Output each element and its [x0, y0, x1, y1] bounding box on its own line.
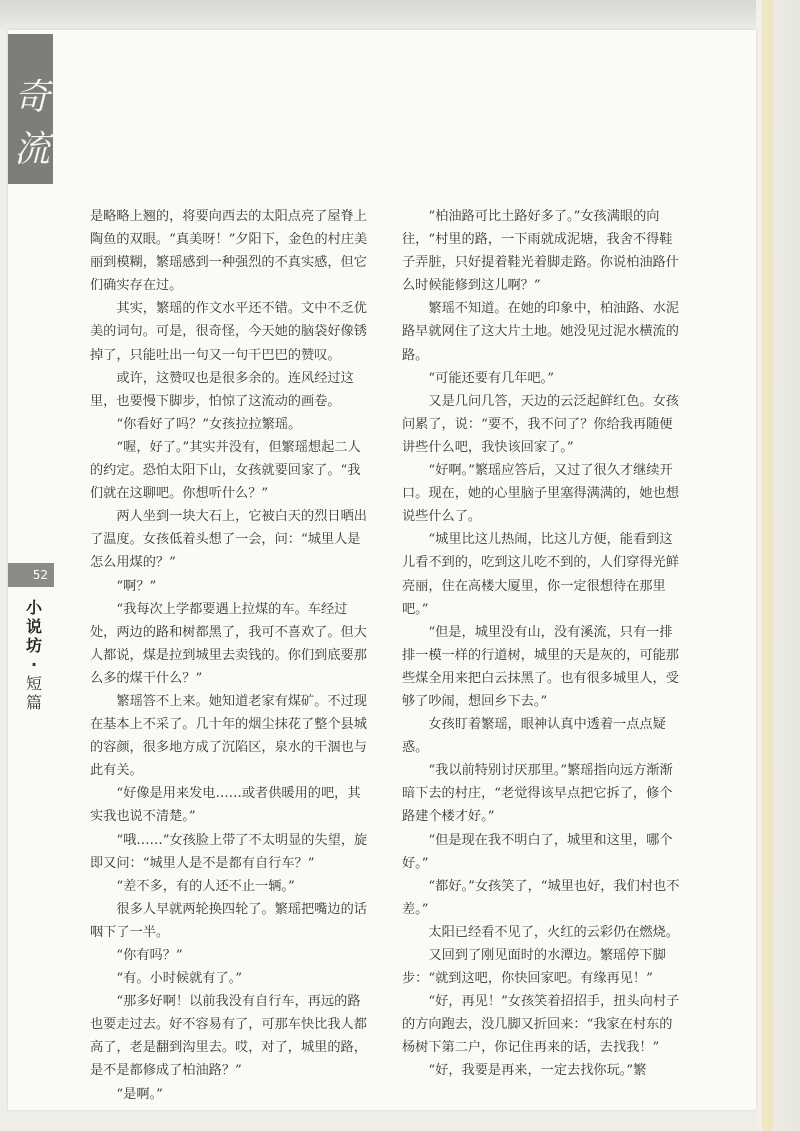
left-text-column — [90, 205, 372, 1106]
logo-char-2: 流 — [13, 129, 48, 170]
paragraph: “但是，城里没有山，没有溪流，只有一排排一模一样的行道树，城里的天是灰的，可能那些煤全用来把白云抹黑了。也有很多城里人，受够了吵闹，想回乡下去。” — [402, 624, 679, 709]
paragraph: 繁瑶答不上来。她知道老家有煤矿。不过现在基本上不采了。几十年的烟尘抹花了整个县城的容颜，很多地方成了沉陷区，泉水的干涸也与此有关。 — [90, 693, 367, 779]
paragraph: “差不多，有的人还不止一辆。” — [116, 878, 295, 894]
paragraph: “但是现在我不明白了，城里和这里，哪个好。” — [402, 832, 673, 871]
paragraph: 或许，这赞叹也是很多余的。连风经过这里，也要慢下脚步，怕惊了这流动的画卷。 — [90, 370, 354, 409]
section-char: 篇 — [25, 693, 42, 712]
paragraph: 繁瑶不知道。在她的印象中，柏油路、水泥路早就网住了这大片土地。她没见过泥水横流的路。 — [402, 301, 679, 363]
section-char: 小 — [25, 598, 42, 617]
paragraph: “那多好啊！以前我没有自行车，再远的路也要走过去。好不容易有了，可那车快比我人都高了，老是翻到沟里去。哎，对了，城里的路，是不是都修成了柏油路？” — [90, 994, 367, 1079]
paragraph: “好，再见！”女孩笑着招招手，扭头向村子的方向跑去，没几脚又折回来：“我家在村东的杨树下第二户，你记住再来的话，去找我！” — [402, 994, 680, 1056]
page-number: 52 — [8, 563, 54, 587]
paragraph: 又回到了刚见面时的水潭边。繁瑶停下脚步：“就到这吧，你快回家吧。有缘再见！” — [402, 948, 666, 987]
paragraph: “城里比这儿热闹，比这儿方便，能看到这儿看不到的，吃到这儿吃不到的，人们穿得光鲜亮丽，住在高楼大厦里，你一定很想待在那里吧。” — [402, 532, 679, 617]
paragraph: “可能还要有几年吧。” — [428, 370, 554, 386]
paragraph: 两人坐到一块大石上，它被白天的烈日晒出了温度。女孩低着头想了一会，问：“城里人是怎么用煤的？” — [90, 509, 367, 571]
paragraph: 太阳已经看不见了，火红的云彩仍在燃烧。 — [428, 924, 679, 940]
paragraph: “有。小时候就有了。” — [116, 971, 242, 987]
paragraph: 又是几问几答，天边的云泛起鲜红色。女孩问累了，说：“要不，我不问了？你给我再随便讲些什么吧，我快该回家了。” — [402, 393, 679, 455]
logo-char-1: 奇 — [13, 77, 48, 118]
paragraph: “我每次上学都要遇上拉煤的车。车经过处，两边的路和树都黑了，我可不喜欢了。但大人都说，煤是拉到城里去卖钱的。你们到底要那么多的煤干什么？” — [90, 601, 367, 686]
paragraph: “喔，好了。”其实并没有，但繁瑶想起二人的约定。恐怕太阳下山，女孩就要回家了。“我们就在这聊吧。你想听什么？” — [90, 439, 361, 502]
paragraph: “你有吗？” — [116, 948, 183, 963]
section-separator: · — [30, 655, 38, 674]
paragraph: “好啊。”繁瑶应答后，又过了很久才继续开口。现在，她的心里脑子里塞得满满的，她也想说些什么了。 — [402, 463, 679, 525]
paragraph: 其实，繁瑶的作文水平还不错。文中不乏优美的词句。可是，很奇怪，今天她的脑袋好像锈掉了，只能吐出一句又一句干巴巴的赞叹。 — [90, 301, 367, 363]
paragraph: “啊？” — [116, 578, 157, 594]
paragraph: “好，我要是再来，一定去找你玩。”繁 — [428, 1063, 647, 1079]
paragraph: “哦……”女孩脸上带了不太明显的失望，旋即又问：“城里人是不是都有自行车？” — [90, 832, 368, 871]
page-edge — [756, 0, 800, 1131]
paragraph: “你看好了吗？”女孩拉拉繁瑶。 — [116, 416, 302, 432]
paragraph: “柏油路可比土路好多了。”女孩满眼的向往，“村里的路，一下雨就成泥塘，我舍不得鞋子弄脏，只好提着鞋光着脚走路。你说柏油路什么时候能修到这儿啊？” — [402, 209, 679, 294]
section-char: 说 — [25, 617, 42, 636]
paragraph: 女孩盯着繁瑶，眼神认真中透着一点点疑惑。 — [402, 717, 666, 756]
section-char: 短 — [25, 674, 42, 693]
top-shadow — [0, 0, 800, 30]
page-edge-stripe — [762, 0, 774, 1131]
paragraph: “我以前特别讨厌那里。”繁瑶指向远方渐渐暗下去的村庄，“老觉得该早点把它拆了，修个路建个楼才好。” — [402, 763, 673, 825]
paragraph: 很多人早就两轮换四轮了。繁瑶把嘴边的话咽下了一半。 — [90, 901, 367, 940]
paragraph: “都好。”女孩笑了，“城里也好，我们村也不差。” — [402, 878, 680, 917]
paragraph: 是略略上翘的，将要向西去的太阳点亮了屋脊上陶鱼的双眼。“真美呀！”夕阳下，金色的村庄美丽到模糊，繁瑶感到一种强烈的不真实感，但它们确实存在过。 — [90, 209, 368, 294]
magazine-logo — [8, 34, 53, 184]
right-text-column — [402, 205, 684, 1083]
section-char: 坊 — [25, 636, 42, 655]
paragraph: “好像是用来发电……或者供暖用的吧，其实我也说不清楚。” — [90, 786, 361, 825]
paragraph: “是啊。” — [116, 1086, 163, 1102]
section-label — [24, 598, 44, 712]
